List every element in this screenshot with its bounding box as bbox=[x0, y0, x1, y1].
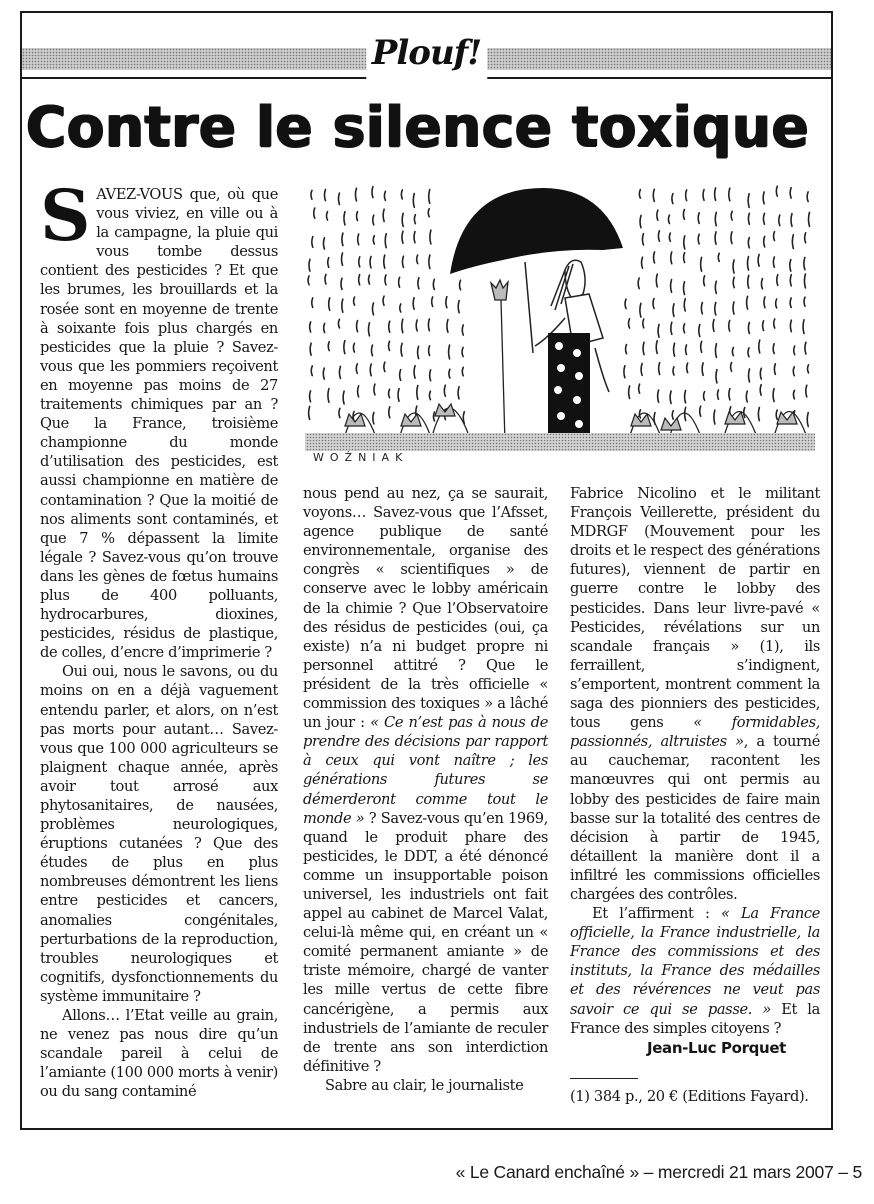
rain-drop bbox=[368, 323, 369, 336]
rain-drop bbox=[673, 304, 674, 317]
rain-drop bbox=[357, 212, 358, 221]
rain-drop bbox=[398, 389, 399, 402]
rain-drop bbox=[672, 194, 673, 204]
rain-drop bbox=[401, 190, 402, 199]
rain-drop bbox=[373, 236, 374, 244]
rain-drop bbox=[327, 212, 328, 221]
rain-drop bbox=[359, 257, 360, 267]
rain-drop bbox=[325, 274, 326, 284]
rain-drop bbox=[669, 233, 670, 241]
rain-drop bbox=[639, 190, 640, 199]
rain-drop bbox=[462, 325, 463, 335]
quote-italic: « Ce n’est pas à nous de prendre des décisions par rapport à ceux qui vont naître ; les générations futures se démerderont comme tout le monde » bbox=[303, 714, 548, 827]
rain-drop bbox=[684, 236, 685, 249]
rain-drop bbox=[416, 320, 417, 331]
rain-drop bbox=[339, 408, 340, 417]
rain-drop bbox=[684, 253, 685, 263]
rain-drop bbox=[731, 232, 732, 244]
rain-drop bbox=[372, 187, 373, 198]
rain-drop bbox=[748, 238, 749, 248]
rain-drop bbox=[657, 210, 658, 220]
rain-drop bbox=[309, 259, 310, 271]
rain-drop bbox=[658, 231, 659, 241]
rain-drop bbox=[776, 299, 777, 308]
rain-drop bbox=[357, 321, 358, 332]
rain-drop bbox=[808, 365, 809, 373]
rain-drop bbox=[344, 212, 345, 225]
rain-drop bbox=[643, 342, 644, 354]
rain-drop bbox=[418, 278, 419, 289]
cartoon-illustration bbox=[303, 178, 823, 478]
umbrella-icon bbox=[450, 188, 623, 274]
rain-drop bbox=[311, 190, 312, 199]
paragraph-text: Et l’affirment : bbox=[592, 905, 721, 923]
rain-drop bbox=[658, 324, 659, 337]
rain-drop bbox=[402, 319, 403, 332]
rain-drop bbox=[763, 192, 764, 204]
rain-drop bbox=[685, 390, 686, 402]
rain-drop bbox=[339, 366, 340, 378]
rain-drop bbox=[640, 303, 641, 317]
rain-drop bbox=[671, 252, 672, 264]
rain-drop bbox=[311, 366, 312, 376]
rain-drop bbox=[309, 407, 310, 420]
rain-drop bbox=[323, 368, 324, 379]
rain-drop bbox=[674, 343, 675, 356]
rain-drop bbox=[654, 252, 655, 263]
rain-drop bbox=[429, 391, 430, 399]
rain-drop bbox=[374, 384, 375, 395]
rain-drop bbox=[748, 322, 749, 333]
page-footer: « Le Canard enchaîné » – mercredi 21 mars 2007 – 5 bbox=[455, 1162, 862, 1182]
rain-drop bbox=[639, 384, 640, 393]
rain-drop bbox=[371, 345, 372, 356]
rain-drop bbox=[342, 233, 343, 246]
rain-drop bbox=[684, 299, 685, 311]
rain-drop bbox=[312, 298, 313, 307]
plouf-rubric-logo: Plouf! bbox=[366, 25, 487, 81]
rain-drop bbox=[370, 364, 371, 376]
rain-drop bbox=[343, 391, 344, 404]
rain-drop bbox=[417, 255, 418, 264]
rain-drop bbox=[731, 211, 732, 220]
rain-drop bbox=[402, 213, 403, 226]
rain-drop bbox=[447, 320, 448, 333]
tall-flower bbox=[491, 280, 508, 300]
rain-drop bbox=[733, 302, 734, 314]
rain-drop bbox=[418, 346, 419, 358]
rain-drop bbox=[328, 389, 329, 403]
rain-drop bbox=[401, 343, 402, 356]
rain-drop bbox=[773, 344, 774, 354]
rain-drop bbox=[402, 231, 403, 243]
rain-drop bbox=[389, 341, 390, 350]
rain-drop bbox=[777, 275, 778, 286]
rain-drop bbox=[715, 302, 716, 315]
article-column-3 bbox=[570, 484, 820, 1106]
rain-drop bbox=[805, 342, 806, 354]
rain-drop bbox=[671, 280, 672, 293]
rain-drop bbox=[732, 347, 733, 355]
rain-drop bbox=[342, 253, 343, 265]
paragraph-text: nous pend au nez, ça se saurait, voyons… Savez-vous que l’Afsset, agence publique de santé environnementale, organise des congrès « scientifiques » de conserve avec le lobby américain de la chimie ? Que l’Observatoire des résidus de pesticides (oui, ça existe) n’a ni budget propre ni personnel attitré ? Que le président de la très officielle « commission des toxiques » a lâché un jour : bbox=[303, 485, 548, 732]
rain-drop bbox=[383, 209, 384, 221]
rain-drop bbox=[432, 297, 433, 307]
rain-drop bbox=[642, 234, 643, 245]
rain-drop bbox=[413, 298, 414, 309]
rain-drop bbox=[805, 233, 806, 243]
rain-drop bbox=[804, 297, 805, 306]
rain-drop bbox=[643, 319, 644, 328]
rain-drop bbox=[790, 188, 791, 198]
rain-drop bbox=[385, 234, 386, 248]
rain-drop bbox=[383, 296, 384, 305]
rain-drop bbox=[458, 387, 459, 399]
rain-drop bbox=[341, 278, 342, 289]
rain-drop bbox=[758, 407, 759, 420]
rain-drop bbox=[733, 260, 734, 273]
rain-drop bbox=[389, 389, 390, 397]
rain-drop bbox=[701, 341, 702, 352]
rain-drop bbox=[684, 324, 685, 333]
rain-drop bbox=[399, 277, 400, 287]
rain-drop bbox=[670, 391, 671, 403]
rain-drop bbox=[763, 321, 764, 331]
rain-drop bbox=[804, 274, 805, 288]
rain-drop bbox=[774, 232, 775, 241]
rain-drop bbox=[729, 320, 730, 331]
rain-drop bbox=[686, 190, 687, 201]
rain-drop bbox=[748, 257, 749, 270]
rain-drop bbox=[653, 299, 654, 309]
rain-drop bbox=[668, 215, 669, 223]
rain-drop bbox=[342, 299, 343, 312]
headline: Contre le silence toxique bbox=[26, 95, 810, 160]
paragraph bbox=[40, 174, 278, 662]
rain-drop bbox=[446, 297, 447, 308]
rain-drop bbox=[748, 275, 749, 288]
rain-drop bbox=[458, 301, 459, 313]
rain-drop bbox=[626, 345, 627, 354]
rain-drop bbox=[704, 276, 705, 286]
rain-drop bbox=[790, 298, 791, 307]
rain-drop bbox=[794, 346, 795, 355]
rain-drop bbox=[402, 256, 403, 267]
rain-drop bbox=[384, 255, 385, 268]
rain-drop bbox=[444, 385, 445, 396]
rain-drop bbox=[368, 275, 369, 284]
rain-drop bbox=[731, 363, 732, 372]
rain-drop bbox=[329, 298, 330, 310]
rain-drop bbox=[683, 209, 684, 219]
rain-drop bbox=[806, 385, 807, 397]
rain-drop bbox=[324, 190, 325, 201]
rain-drop bbox=[449, 345, 450, 359]
rain-drop bbox=[310, 391, 311, 402]
rain-drop bbox=[344, 341, 345, 354]
rain-drop bbox=[370, 256, 371, 267]
rain-drop bbox=[804, 257, 805, 269]
rain-drop bbox=[744, 408, 745, 418]
rain-drop bbox=[323, 238, 324, 249]
rubric-header bbox=[20, 11, 833, 79]
rain-drop bbox=[640, 215, 641, 227]
rain-drop bbox=[641, 363, 642, 375]
rain-drop bbox=[703, 190, 704, 201]
rain-drop bbox=[714, 410, 715, 424]
rain-drop bbox=[686, 345, 687, 355]
rain-drop bbox=[761, 279, 762, 289]
rain-drop bbox=[774, 364, 775, 375]
paragraph bbox=[570, 484, 820, 904]
rain-drop bbox=[373, 412, 374, 423]
umbrella-handle bbox=[525, 262, 533, 353]
rain-drop bbox=[653, 189, 654, 201]
rain-drop bbox=[624, 366, 625, 378]
rain-drop bbox=[324, 323, 325, 332]
rain-drop bbox=[413, 194, 414, 208]
paragraph: Allons… l’Etat veille au grain, ne venez pas nous dire qu’un scandale pareil à celui de l’amiante (100 000 morts à venir) ou du sang contaminé bbox=[40, 1007, 278, 1101]
rain-drop bbox=[701, 257, 702, 271]
rain-drop bbox=[433, 279, 434, 289]
rain-drop bbox=[358, 386, 359, 397]
rain-drop bbox=[685, 407, 686, 420]
drop-cap: S bbox=[40, 174, 91, 257]
rain-drop bbox=[704, 392, 705, 401]
rain-drop bbox=[462, 367, 463, 375]
rain-drop bbox=[414, 366, 415, 378]
rain-drop bbox=[729, 389, 730, 400]
rain-drop bbox=[314, 208, 315, 218]
cartoonist-signature: WOŹNIAK bbox=[313, 451, 409, 464]
rain-drop bbox=[656, 274, 657, 287]
rain-drop bbox=[358, 234, 359, 245]
rain-drop bbox=[658, 390, 659, 402]
rain-drop bbox=[715, 281, 716, 293]
rain-drop bbox=[807, 413, 808, 427]
rain-drop bbox=[790, 320, 791, 332]
rain-drop bbox=[462, 347, 463, 356]
paragraph-text: Fabrice Nicolino et le militant François Veillerette, président du MDRGF (Mouvement pour les droits et le respect des générations futures), viennent de partir en guerre contre le lobby des pesticides. Dans leur livre-pavé « Pesticides, révélations sur un scandale français » (1), ils ferraillent, s’indignent, s’emportent, montrent comment la saga des pionniers des pesticides, tous gens bbox=[570, 485, 821, 732]
rain-drop bbox=[629, 319, 630, 328]
rain-drop bbox=[715, 212, 716, 225]
rain-drop bbox=[338, 319, 339, 328]
rain-drop bbox=[759, 340, 760, 353]
rain-drop bbox=[629, 386, 630, 399]
rain-drop bbox=[430, 230, 431, 244]
rain-drop bbox=[792, 235, 793, 249]
rain-drop bbox=[716, 370, 717, 383]
rain-drop bbox=[774, 319, 775, 328]
rain-drop bbox=[790, 275, 791, 286]
rain-drop bbox=[748, 194, 749, 208]
rain-drop bbox=[356, 364, 357, 373]
rain-drop bbox=[308, 276, 309, 285]
rain-drop bbox=[673, 367, 674, 375]
ground-halftone-band bbox=[305, 433, 815, 451]
rain-drop bbox=[733, 277, 734, 287]
rain-drop bbox=[773, 389, 774, 402]
rain-drop bbox=[656, 341, 657, 354]
rain-drop bbox=[312, 237, 313, 248]
rain-drop bbox=[354, 297, 355, 305]
paragraph-text: ? Savez-vous qu’en 1969, quand le produit phare des pesticides, le DDT, a été dénoncé comme un insupportable poison universel, les industriels ont fait appel au cabinet de Marcel Valat, celui-là même qui, en créant un « comité permanent amiante » de triste mémoire, chargé de vanter les mille vertus de cette fibre cancérigène, a permis aux industriels de l’amiante de reculer de trente ans son interdiction définitive ? bbox=[303, 809, 548, 1075]
rain-drop bbox=[389, 321, 390, 332]
quote-italic: « formidables, passionnés, altruistes » bbox=[570, 714, 821, 751]
rain-drop bbox=[715, 232, 716, 244]
rain-drop bbox=[776, 186, 777, 196]
rain-drop bbox=[793, 390, 794, 398]
footnote-divider bbox=[570, 1078, 638, 1079]
rain-drop bbox=[389, 407, 390, 418]
rain-drop bbox=[672, 411, 673, 419]
rain-drop bbox=[715, 344, 716, 358]
rain-drop bbox=[417, 386, 418, 400]
rain-drop bbox=[625, 299, 626, 308]
rain-drop bbox=[449, 369, 450, 378]
rain-drop bbox=[400, 370, 401, 381]
rain-drop bbox=[429, 255, 430, 269]
rain-drop bbox=[699, 325, 700, 337]
rain-drop bbox=[779, 215, 780, 225]
rain-drop bbox=[749, 369, 750, 382]
rain-drop bbox=[773, 257, 774, 267]
rain-drop bbox=[384, 191, 385, 200]
paragraph bbox=[303, 484, 548, 1076]
paragraph-text: Et la France des simples citoyens ? bbox=[570, 1000, 820, 1037]
rain-drop bbox=[748, 213, 749, 224]
article-column-1 bbox=[40, 174, 278, 1102]
rain-drop bbox=[429, 346, 430, 356]
paragraph bbox=[570, 904, 820, 1038]
rain-drop bbox=[430, 370, 431, 381]
rain-drop bbox=[764, 236, 765, 246]
rain-drop bbox=[642, 257, 643, 268]
rain-drop bbox=[760, 385, 761, 396]
rain-drop bbox=[748, 348, 749, 357]
rain-drop bbox=[684, 282, 685, 295]
rain-drop bbox=[758, 254, 759, 266]
rain-drop bbox=[747, 296, 748, 309]
rain-drop bbox=[793, 367, 794, 376]
rain-drop bbox=[698, 234, 699, 244]
rain-drop bbox=[763, 213, 764, 224]
rain-drop bbox=[328, 258, 329, 268]
paragraph: Sabre au clair, le journaliste bbox=[325, 1076, 524, 1094]
rain-drop bbox=[338, 193, 339, 205]
rain-drop bbox=[373, 215, 374, 225]
rain-drop bbox=[803, 320, 804, 334]
rain-drop bbox=[760, 368, 761, 379]
paragraph: Oui oui, nous le savons, ou du moins on en a déjà vaguement entendu parler, et alors, on n’est pas morts pour autant… Savez-vous que 100 000 agriculteurs se plaignent chaque année, après avoir tout arrosé aux phytosanitaires, de nausées, problèmes neurologiques, éruptions cutanées ? Que des études de plus en plus nombreuses démontrent les liens entre pesticides et cancers, anomalies congénitales, perturbations de la reproduction, troubles neurologiques et cognitifs, dysfonctionnements du système immunitaire ? bbox=[40, 663, 278, 1005]
author-signature: Jean-Luc Porquet bbox=[647, 1038, 786, 1057]
rain-drop bbox=[764, 297, 765, 308]
rain-drop bbox=[791, 214, 792, 227]
rain-drop bbox=[807, 192, 808, 202]
rain-drop bbox=[715, 188, 716, 200]
rain-drop bbox=[372, 303, 373, 315]
rain-drop bbox=[713, 320, 714, 332]
rain-drop bbox=[701, 303, 702, 314]
rain-drop bbox=[718, 253, 719, 261]
rain-drop bbox=[687, 363, 688, 373]
rain-drop bbox=[460, 280, 461, 290]
rain-drop bbox=[429, 190, 430, 204]
rain-drop bbox=[428, 209, 429, 217]
rain-drop bbox=[400, 304, 401, 312]
rain-drop bbox=[808, 212, 809, 226]
rain-drop bbox=[355, 188, 356, 201]
article-column-2 bbox=[303, 484, 548, 1095]
rain-drop bbox=[702, 363, 703, 375]
rain-drop bbox=[310, 343, 311, 355]
rain-drop bbox=[353, 343, 354, 352]
rain-drop bbox=[659, 363, 660, 375]
rain-drop bbox=[384, 362, 385, 371]
rain-drop bbox=[698, 213, 699, 224]
rain-drop bbox=[414, 232, 415, 243]
quote-italic: « La France officielle, la France industrielle, la France des commissions et des instituts, la France des médailles et des révérences ne veut pas savoir ce qui se passe. » bbox=[570, 905, 821, 1018]
rain-drop bbox=[717, 390, 718, 399]
rain-drop bbox=[428, 319, 429, 331]
rain-drop bbox=[790, 260, 791, 272]
rain-drop bbox=[310, 322, 311, 332]
rain-drop bbox=[776, 410, 777, 419]
rain-drop bbox=[414, 215, 415, 224]
footnote: (1) 384 p., 20 € (Editions Fayard). bbox=[570, 1087, 809, 1105]
rain-drop bbox=[746, 391, 747, 402]
rain-drop bbox=[638, 278, 639, 289]
paragraph-text: , a tourné au cauchemar, racontent les manœuvres qui ont permis au lobby des pesticides de faire main basse sur la totalité des centres de décision à partir de 1945, détaillent la manière dont il a infiltré les commissions officielles chargées des contrôles. bbox=[570, 733, 820, 903]
rain-drop bbox=[671, 322, 672, 334]
rain-drop bbox=[729, 188, 730, 201]
rain-drop bbox=[328, 342, 329, 351]
paragraph-text: AVEZ-VOUS que, où que vous viviez, en ville ou à la campagne, la pluie qui vous tombe dessus contient des pesticides ? Et que les brumes, les brouillards et la rosée sont en moyenne de trente à soixante fois plus chargés en pesticides que la pluie ? Savez-vous que les pommiers reçoivent en moyenne pas moins de 27 traitements chimiques par an ? Que la France, troisième championne du monde d’utilisation des pesticides, est aussi championne en matière de contamination ? Que la moitié de nos aliments sont contaminés, et que 7 % dépassent la limite légale ? Savez-vous qu’on trouve dans les gènes de fœtus humains plus de 400 polluants, hydrocarbures, dioxines, pesticides, résidus de plastique, de colles, d’encre d’imprimerie ? bbox=[40, 186, 278, 662]
rain-drop bbox=[359, 275, 360, 285]
rain-drop bbox=[385, 275, 386, 285]
rain-drop bbox=[700, 406, 701, 416]
